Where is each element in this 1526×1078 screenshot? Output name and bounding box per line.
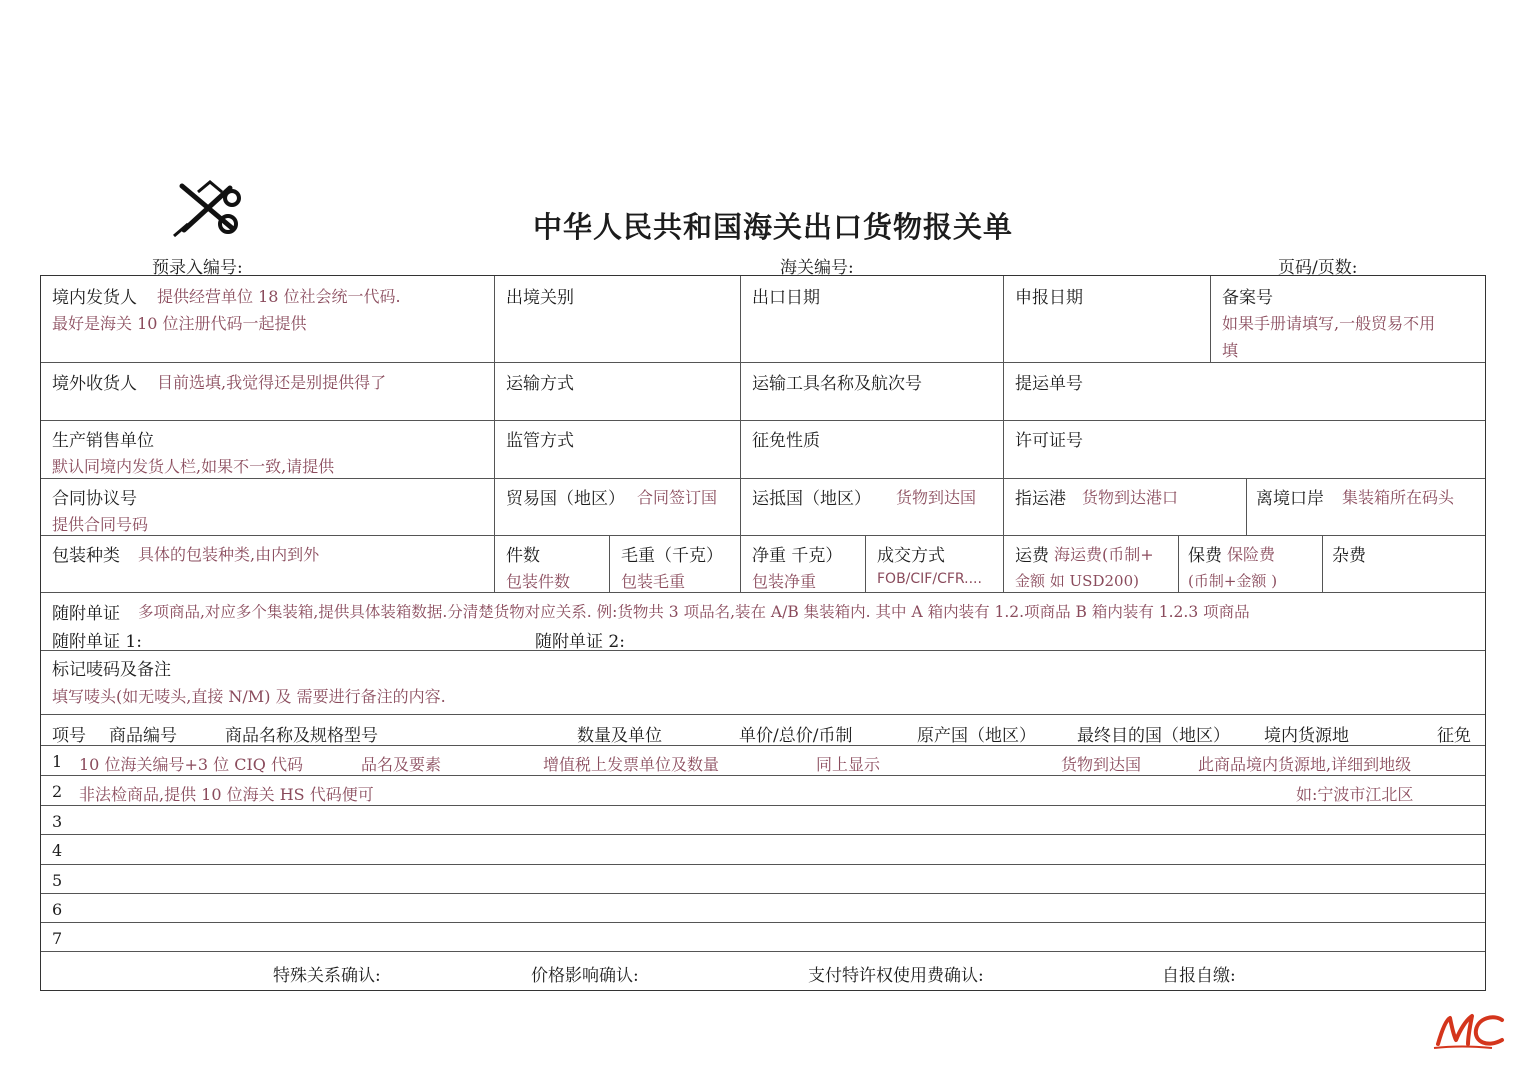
dest-country-note: 货物到达国 [896, 488, 977, 507]
attached-doc-1-label: 随附单证 1: [52, 632, 142, 652]
dest-port-label: 指运港 [1015, 489, 1066, 509]
goods-row-4-no: 4 [52, 841, 63, 860]
col-goods-name: 商品名称及规格型号 [225, 726, 378, 746]
supervision-cell [494, 420, 740, 478]
goods-row-1-code: 10 位海关编号+3 位 CIQ 代码 [79, 755, 303, 774]
overseas-consignee-label: 境外收货人 [52, 374, 137, 394]
pieces-label: 件数 [506, 546, 540, 566]
goods-row-divider [41, 922, 1485, 923]
trade-country-label: 贸易国（地区） [506, 489, 625, 509]
goods-row-divider [41, 834, 1485, 835]
consignee-note: 目前选填,我觉得还是别提供得了 [157, 373, 387, 392]
declare-date-cell [1003, 276, 1210, 362]
goods-row-divider [41, 805, 1485, 806]
bill-number-label: 提运单号 [1015, 374, 1083, 394]
deal-mode-note: FOB/CIF/CFR.... [877, 571, 982, 587]
exit-port-cell [1246, 478, 1485, 535]
contract-cell [41, 478, 494, 535]
col-levy: 征免 [1437, 726, 1471, 746]
insurance-note-1: 保险费 [1227, 545, 1276, 564]
goods-row-divider [41, 864, 1485, 865]
net-weight-cell [740, 535, 865, 592]
insurance-label: 保费 [1188, 546, 1222, 566]
attached-doc-2-label: 随附单证 2: [535, 632, 625, 652]
contract-note: 提供合同号码 [52, 515, 149, 534]
goods-row-2-no: 2 [52, 782, 63, 801]
dest-port-note: 货物到达港口 [1082, 488, 1179, 507]
customs-number-label: 海关编号: [780, 258, 854, 278]
goods-row-5-no: 5 [52, 871, 63, 890]
deal-mode-cell [865, 535, 1003, 592]
insurance-note-2: (币制+金额 ) [1188, 572, 1278, 590]
transport-name-label: 运输工具名称及航次号 [752, 374, 922, 394]
gross-weight-note: 包装毛重 [621, 572, 686, 591]
record-number-cell [1210, 276, 1485, 362]
pre-entry-number-label: 预录入编号: [152, 258, 243, 278]
dest-country-label: 运抵国（地区） [752, 489, 871, 509]
transport-mode-label: 运输方式 [506, 374, 574, 394]
trade-country-note: 合同签订国 [637, 488, 718, 507]
marks-remarks-note: 填写唛头(如无唛头,直接 N/M) 及 需要进行备注的内容. [52, 687, 446, 706]
goods-row-1-name: 品名及要素 [361, 755, 442, 774]
goods-row-1-no: 1 [52, 752, 63, 771]
misc-fee-cell [1322, 535, 1485, 592]
producer-label: 生产销售单位 [52, 431, 154, 451]
goods-header-divider [41, 714, 1485, 715]
dest-port-cell [1003, 478, 1246, 535]
goods-row-2-code: 非法检商品,提供 10 位海关 HS 代码便可 [79, 785, 374, 804]
transport-name-cell [740, 362, 1003, 420]
attached-docs-label: 随附单证 [52, 604, 120, 624]
col-source: 境内货源地 [1264, 726, 1349, 746]
contract-label: 合同协议号 [52, 489, 137, 509]
declaration-form [40, 275, 1486, 991]
marks-remarks-label: 标记唛码及备注 [52, 660, 171, 680]
goods-row-1-price: 同上显示 [816, 755, 881, 774]
customs-emblem-icon [170, 178, 250, 240]
goods-row-1-final-dest: 货物到达国 [1061, 755, 1142, 774]
col-item-no: 项号 [52, 726, 86, 746]
dest-country-cell [740, 478, 1003, 535]
domestic-consignor-cell [41, 276, 494, 362]
page-number-label: 页码/页数: [1278, 258, 1358, 278]
license-number-label: 许可证号 [1015, 431, 1083, 451]
price-effect-label: 价格影响确认: [531, 966, 639, 986]
deal-mode-label: 成交方式 [877, 546, 945, 566]
col-price: 单价/总价/币制 [739, 726, 853, 746]
gross-weight-cell [609, 535, 740, 592]
license-number-cell [1003, 420, 1485, 478]
col-final-dest: 最终目的国（地区） [1077, 726, 1230, 746]
tax-nature-label: 征免性质 [752, 431, 820, 451]
record-number-label: 备案号 [1222, 288, 1273, 308]
goods-row-1-qty: 增值税上发票单位及数量 [543, 755, 720, 774]
package-type-label: 包装种类 [52, 546, 120, 566]
consignor-note-1: 提供经营单位 18 位社会统一代码. [157, 287, 401, 306]
col-origin: 原产国（地区） [917, 726, 1036, 746]
gross-weight-label: 毛重（千克） [621, 546, 723, 566]
producer-cell [41, 420, 494, 478]
goods-row-2-source: 如:宁波市江北区 [1296, 785, 1414, 804]
document-title: 中华人民共和国海关出口货物报关单 [533, 210, 1014, 244]
goods-row-divider [41, 893, 1485, 894]
marks-remarks-cell [41, 650, 1485, 714]
exit-customs-label: 出境关别 [506, 288, 574, 308]
self-report-label: 自报自缴: [1162, 966, 1236, 986]
mc-logo-icon [1432, 1010, 1508, 1052]
misc-fee-label: 杂费 [1332, 546, 1366, 566]
goods-row-divider [41, 745, 1485, 746]
goods-row-6-no: 6 [52, 900, 63, 919]
overseas-consignee-cell [41, 362, 494, 420]
special-relation-label: 特殊关系确认: [273, 966, 381, 986]
net-weight-label: 净重 千克） [752, 546, 843, 566]
tax-nature-cell [740, 420, 1003, 478]
freight-note-2: 金额 如 USD200) [1015, 572, 1139, 590]
exit-customs-cell [494, 276, 740, 362]
col-quantity: 数量及单位 [577, 726, 662, 746]
producer-note: 默认同境内发货人栏,如果不一致,请提供 [52, 457, 335, 476]
goods-row-1-source: 此商品境内货源地,详细到地级 [1198, 755, 1412, 774]
package-type-cell [41, 535, 494, 592]
package-type-note: 具体的包装种类,由内到外 [138, 545, 320, 564]
goods-row-divider [41, 775, 1485, 776]
goods-row-3-no: 3 [52, 812, 63, 831]
record-note-2: 填 [1222, 341, 1239, 360]
goods-row-7-no: 7 [52, 929, 63, 948]
exit-port-note: 集装箱所在码头 [1342, 488, 1455, 507]
bill-number-cell [1003, 362, 1485, 420]
freight-label: 运费 [1015, 546, 1049, 566]
freight-cell [1003, 535, 1178, 592]
attached-docs-note: 多项商品,对应多个集装箱,提供具体装箱数据.分清楚货物对应关系. 例:货物共 3 项品名,装在 A/B 集装箱内. 其中 A 箱内装有 1.2.项商品 B 箱内装有 1.2.3 项商品 [138, 603, 1250, 621]
domestic-consignor-label: 境内发货人 [52, 288, 137, 308]
goods-row-divider [41, 951, 1485, 952]
trade-country-cell [494, 478, 740, 535]
col-goods-code: 商品编号 [109, 726, 177, 746]
export-date-cell [740, 276, 1003, 362]
net-weight-note: 包装净重 [752, 572, 817, 591]
transport-mode-cell [494, 362, 740, 420]
supervision-label: 监管方式 [506, 431, 574, 451]
declare-date-label: 申报日期 [1015, 288, 1083, 308]
export-date-label: 出口日期 [752, 288, 820, 308]
freight-note-1: 海运费(币制+ [1054, 545, 1154, 564]
consignor-note-2: 最好是海关 10 位注册代码一起提供 [52, 314, 307, 333]
royalty-label: 支付特许权使用费确认: [808, 966, 984, 986]
insurance-cell [1178, 535, 1322, 592]
record-note-1: 如果手册请填写,一般贸易不用 [1222, 314, 1436, 333]
pieces-cell [494, 535, 609, 592]
attached-docs-cell [41, 592, 1485, 650]
exit-port-label: 离境口岸 [1256, 489, 1324, 509]
pieces-note: 包装件数 [506, 572, 571, 591]
